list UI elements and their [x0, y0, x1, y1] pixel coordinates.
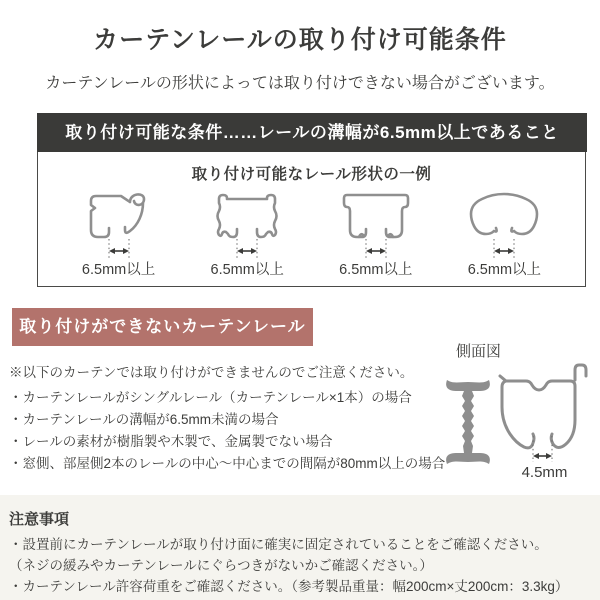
rail-groove-label: 6.5mm以上 [81, 262, 156, 278]
capsule-rail-icon [465, 185, 543, 261]
installable-examples-box [37, 152, 586, 287]
installable-condition-banner: 取り付け可能な条件……レールの溝幅が6.5mm以上であること [37, 113, 587, 152]
precaution-line: ・設置前にカーテンレールが取り付け面に確実に固定されていることをご確認ください。 [9, 537, 548, 552]
rail-groove-label: 6.5mm以上 [467, 262, 542, 278]
side-view-diagram [440, 362, 600, 474]
precautions-title: 注意事項 [9, 511, 70, 528]
runner-cross-section [446, 380, 490, 464]
not-installable-banner: 取り付けができないカーテンレール [12, 308, 313, 346]
examples-title: 取り付け可能なレール形状の一例 [191, 166, 432, 183]
not-installable-list [9, 387, 445, 475]
rail-side-profile [500, 365, 586, 448]
side-view-figure [440, 340, 600, 490]
rail-groove-label: 6.5mm以上 [339, 262, 413, 278]
side-view-gap-label: 4.5mm [521, 464, 568, 481]
side-view-label: 側面図 [456, 343, 502, 360]
rail-examples-row [38, 185, 585, 279]
list-item: ・カーテンレールがシングルレール（カーテンレール×1本）の場合 [9, 390, 412, 405]
flanged-rail-icon [208, 185, 286, 261]
rail-example-2 [185, 185, 309, 279]
list-item: ・窓側、部屋側2本のレールの中心〜中心までの間隔が80mm以上の場合 [9, 456, 446, 471]
rail-example-3 [314, 185, 438, 279]
rail-example-1 [57, 185, 181, 279]
precaution-line: （ネジの緩みやカーテンレールにぐらつきがないかご確認ください。） [9, 558, 433, 573]
t-top-rail-icon [337, 185, 415, 261]
page-title: カーテンレールの取り付け可能条件 [93, 26, 507, 54]
list-item: ・カーテンレールの溝幅が6.5mm未満の場合 [9, 412, 279, 427]
list-item: ・レールの素材が樹脂製や木製で、金属製でない場合 [9, 434, 333, 449]
precaution-line: ・カーテンレール許容荷重をご確認ください。（参考製品重量：幅200cm×丈200cm：3.3kg） [9, 579, 569, 594]
page-subtitle: カーテンレールの形状によっては取り付けできない場合がございます。 [45, 75, 555, 92]
c-channel-rail-icon [80, 185, 158, 261]
precautions-section [0, 495, 600, 600]
rail-groove-label: 6.5mm以上 [210, 262, 284, 278]
not-installable-note: ※以下のカーテンでは取り付けができませんのでご注意ください。 [9, 365, 414, 380]
rail-example-4 [442, 185, 566, 279]
